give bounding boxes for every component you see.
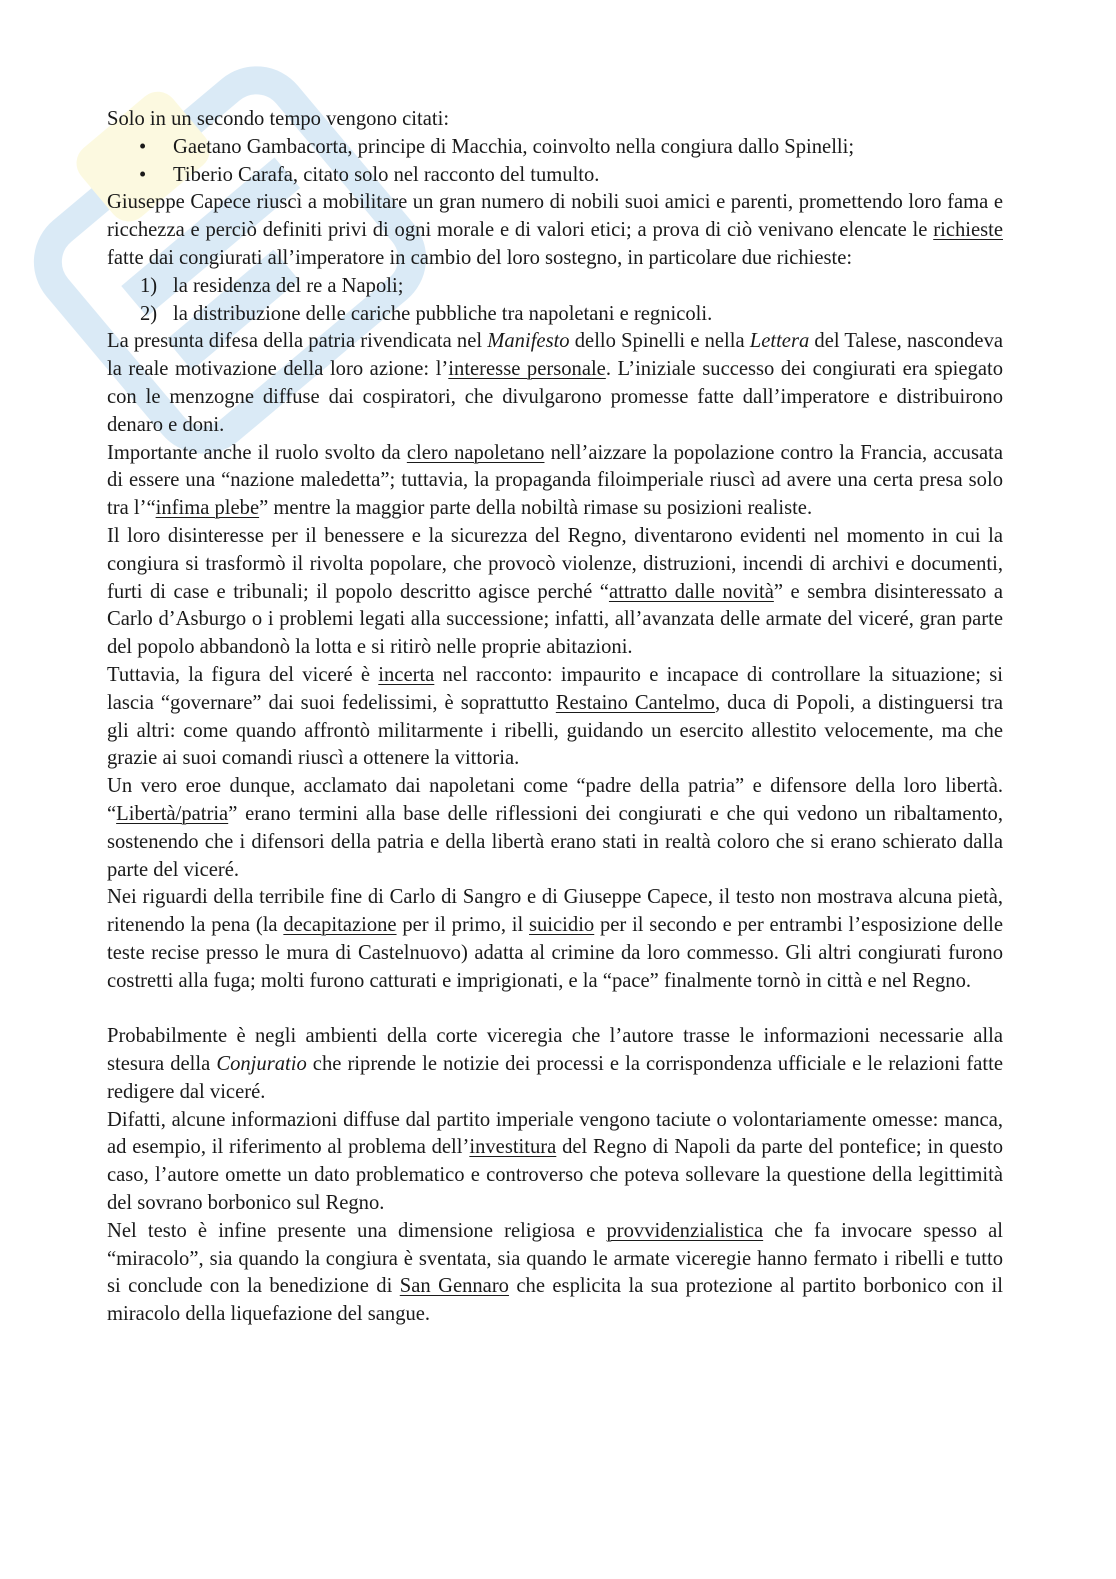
italic-title: Manifesto <box>487 330 570 353</box>
list-item: • Gaetano Gambacorta, principe di Macchia, coinvolto nella congiura dallo Spinelli; <box>107 134 1003 162</box>
document-page <box>107 106 1003 1329</box>
paragraph: Probabilmente è negli ambienti della corte viceregia che l’autore trasse le informazioni necessarie alla stesura della Conjuratio che riprende le notizie dei processi e la corrispondenza ufficiale e le relazioni fatte redigere dal viceré. <box>107 1025 1003 1103</box>
underlined-term: attratto dalle novità <box>608 580 774 603</box>
paragraph: Nei riguardi della terribile fine di Carlo di Sangro e di Giuseppe Capece, il testo non mostrava alcuna pietà, ritenendo la pena (la decapitazione per il primo, il suicidio per il secondo e per entrambi l’esposizione delle teste recise presso le mura di Castelnuovo) adatta al crimine da loro commesso. Gli altri congiurati furono costretti alla fuga; molti furono catturati e imprigionati, e la “pace” finalmente tornò in città e nel Regno. <box>107 886 1003 992</box>
underlined-term: provvidenzialistica <box>606 1219 764 1242</box>
underlined-term: suicidio <box>529 914 595 937</box>
underlined-term: Libertà/patria <box>116 802 229 825</box>
underlined-term: decapitazione <box>283 914 397 937</box>
underlined-term: interesse personale <box>448 358 606 381</box>
underlined-term: clero napoletano <box>406 441 545 464</box>
underlined-term: infima plebe <box>155 497 260 520</box>
italic-title: Conjuratio <box>216 1053 307 1076</box>
paragraph: Importante anche il ruolo svolto da clero napoletano nell’aizzare la popolazione contro la Francia, accusata di essere una “nazione maledetta”; tuttavia, la propaganda filoimperiale riuscì ad avere una certa presa solo tra l’“infima plebe” mentre la maggior parte della nobiltà rimase su posizioni realiste. <box>107 441 1003 520</box>
underlined-term: incerta <box>378 663 435 686</box>
underlined-term: San Gennaro <box>399 1275 509 1298</box>
paragraph: Difatti, alcune informazioni diffuse dal partito imperiale vengono taciute o volontariamente omesse: manca, ad esempio, il riferimento al problema dell’investitura del Regno di Napoli da parte del pontefice; in questo caso, l’autore omette un dato problematico e controverso che poteva sollevare la questione della legittimità del sovrano borbonico sul Regno. <box>107 1108 1003 1215</box>
list-item: • Tiberio Carafa, citato solo nel racconto del tumulto. <box>107 162 1003 190</box>
list-item: 2) la distribuzione delle cariche pubbliche tra napoletani e regnicoli. <box>140 302 713 325</box>
numbered-list <box>107 273 1003 329</box>
underlined-term: investitura <box>469 1136 557 1159</box>
paragraph: Tuttavia, la figura del viceré è incerta nel racconto: impaurito e incapace di controllare la situazione; si lascia “governare” dai suoi fedelissimi, è soprattutto Restaino Cantelmo, duca di Popoli, a distinguersi tra gli altri: come quando affrontò militarmente i ribelli, guidando un esercito allestito velocemente, ma che grazie ai suoi comandi riuscì a ottenere la vittoria. <box>107 663 1003 770</box>
paragraph: Il loro disinteresse per il benessere e la sicurezza del Regno, diventarono evidenti nel momento in cui la congiura si trasformò il rivolta popolare, che provocò violenze, distruzioni, incendi di archivi e documenti, furti di case e tribunali; il popolo descritto agisce perché “attratto dalle novità” e sembra disinteressato a Carlo d’Asburgo o i problemi legati alla successione; infatti, all’avanzata delle armate del viceré, gran parte del popolo abbandonò la lotta e si ritirò nelle proprie abitazioni. <box>107 524 1003 659</box>
bullet-list <box>107 134 1003 190</box>
paragraph: Nel testo è infine presente una dimensione religiosa e provvidenzialistica che fa invocare spesso al “miracolo”, sia quando la congiura è sventata, sia quando le armate viceregie hanno fermato i ribelli e tutto si conclude con la benedizione di San Gennaro che esplicita la sua protezione al partito borbonico con il miracolo della liquefazione del sangue. <box>107 1219 1003 1326</box>
underlined-term: Restaino Cantelmo <box>555 691 715 714</box>
paragraph: Un vero eroe dunque, acclamato dai napoletani come “padre della patria” e difensore della loro libertà. “Libertà/patria” erano termini alla base delle riflessioni dei congiurati e che qui vedono un ribaltamento, sostenendo che i difensori della patria e della libertà erano stati in realtà coloro che si erano schierato dalla parte del viceré. <box>107 775 1003 881</box>
list-item: 1) la residenza del re a Napoli; <box>140 274 404 297</box>
underlined-term: richieste <box>933 219 1003 242</box>
intro-line: Solo in un secondo tempo vengono citati: <box>107 108 450 130</box>
paragraph: La presunta difesa della patria rivendicata nel Manifesto dello Spinelli e nella Lettera del Talese, nascondeva la reale motivazione della loro azione: l’interesse personale. L’iniziale successo dei congiurati era spiegato con le menzogne diffuse dai cospiratori, che divulgarono promesse fatte dall’imperatore e distribuirono denaro e doni. <box>107 330 1004 436</box>
italic-title: Lettera <box>749 330 810 353</box>
paragraph-gap <box>107 996 1003 1024</box>
paragraph: Giuseppe Capece riuscì a mobilitare un gran numero di nobili suoi amici e parenti, promettendo loro fama e ricchezza e perciò definiti privi di ogni morale e di valori etici; a prova di ciò venivano elencate le richieste fatte dai congiurati all’imperatore in cambio del loro sostegno, in particolare due richieste: <box>107 191 1003 269</box>
